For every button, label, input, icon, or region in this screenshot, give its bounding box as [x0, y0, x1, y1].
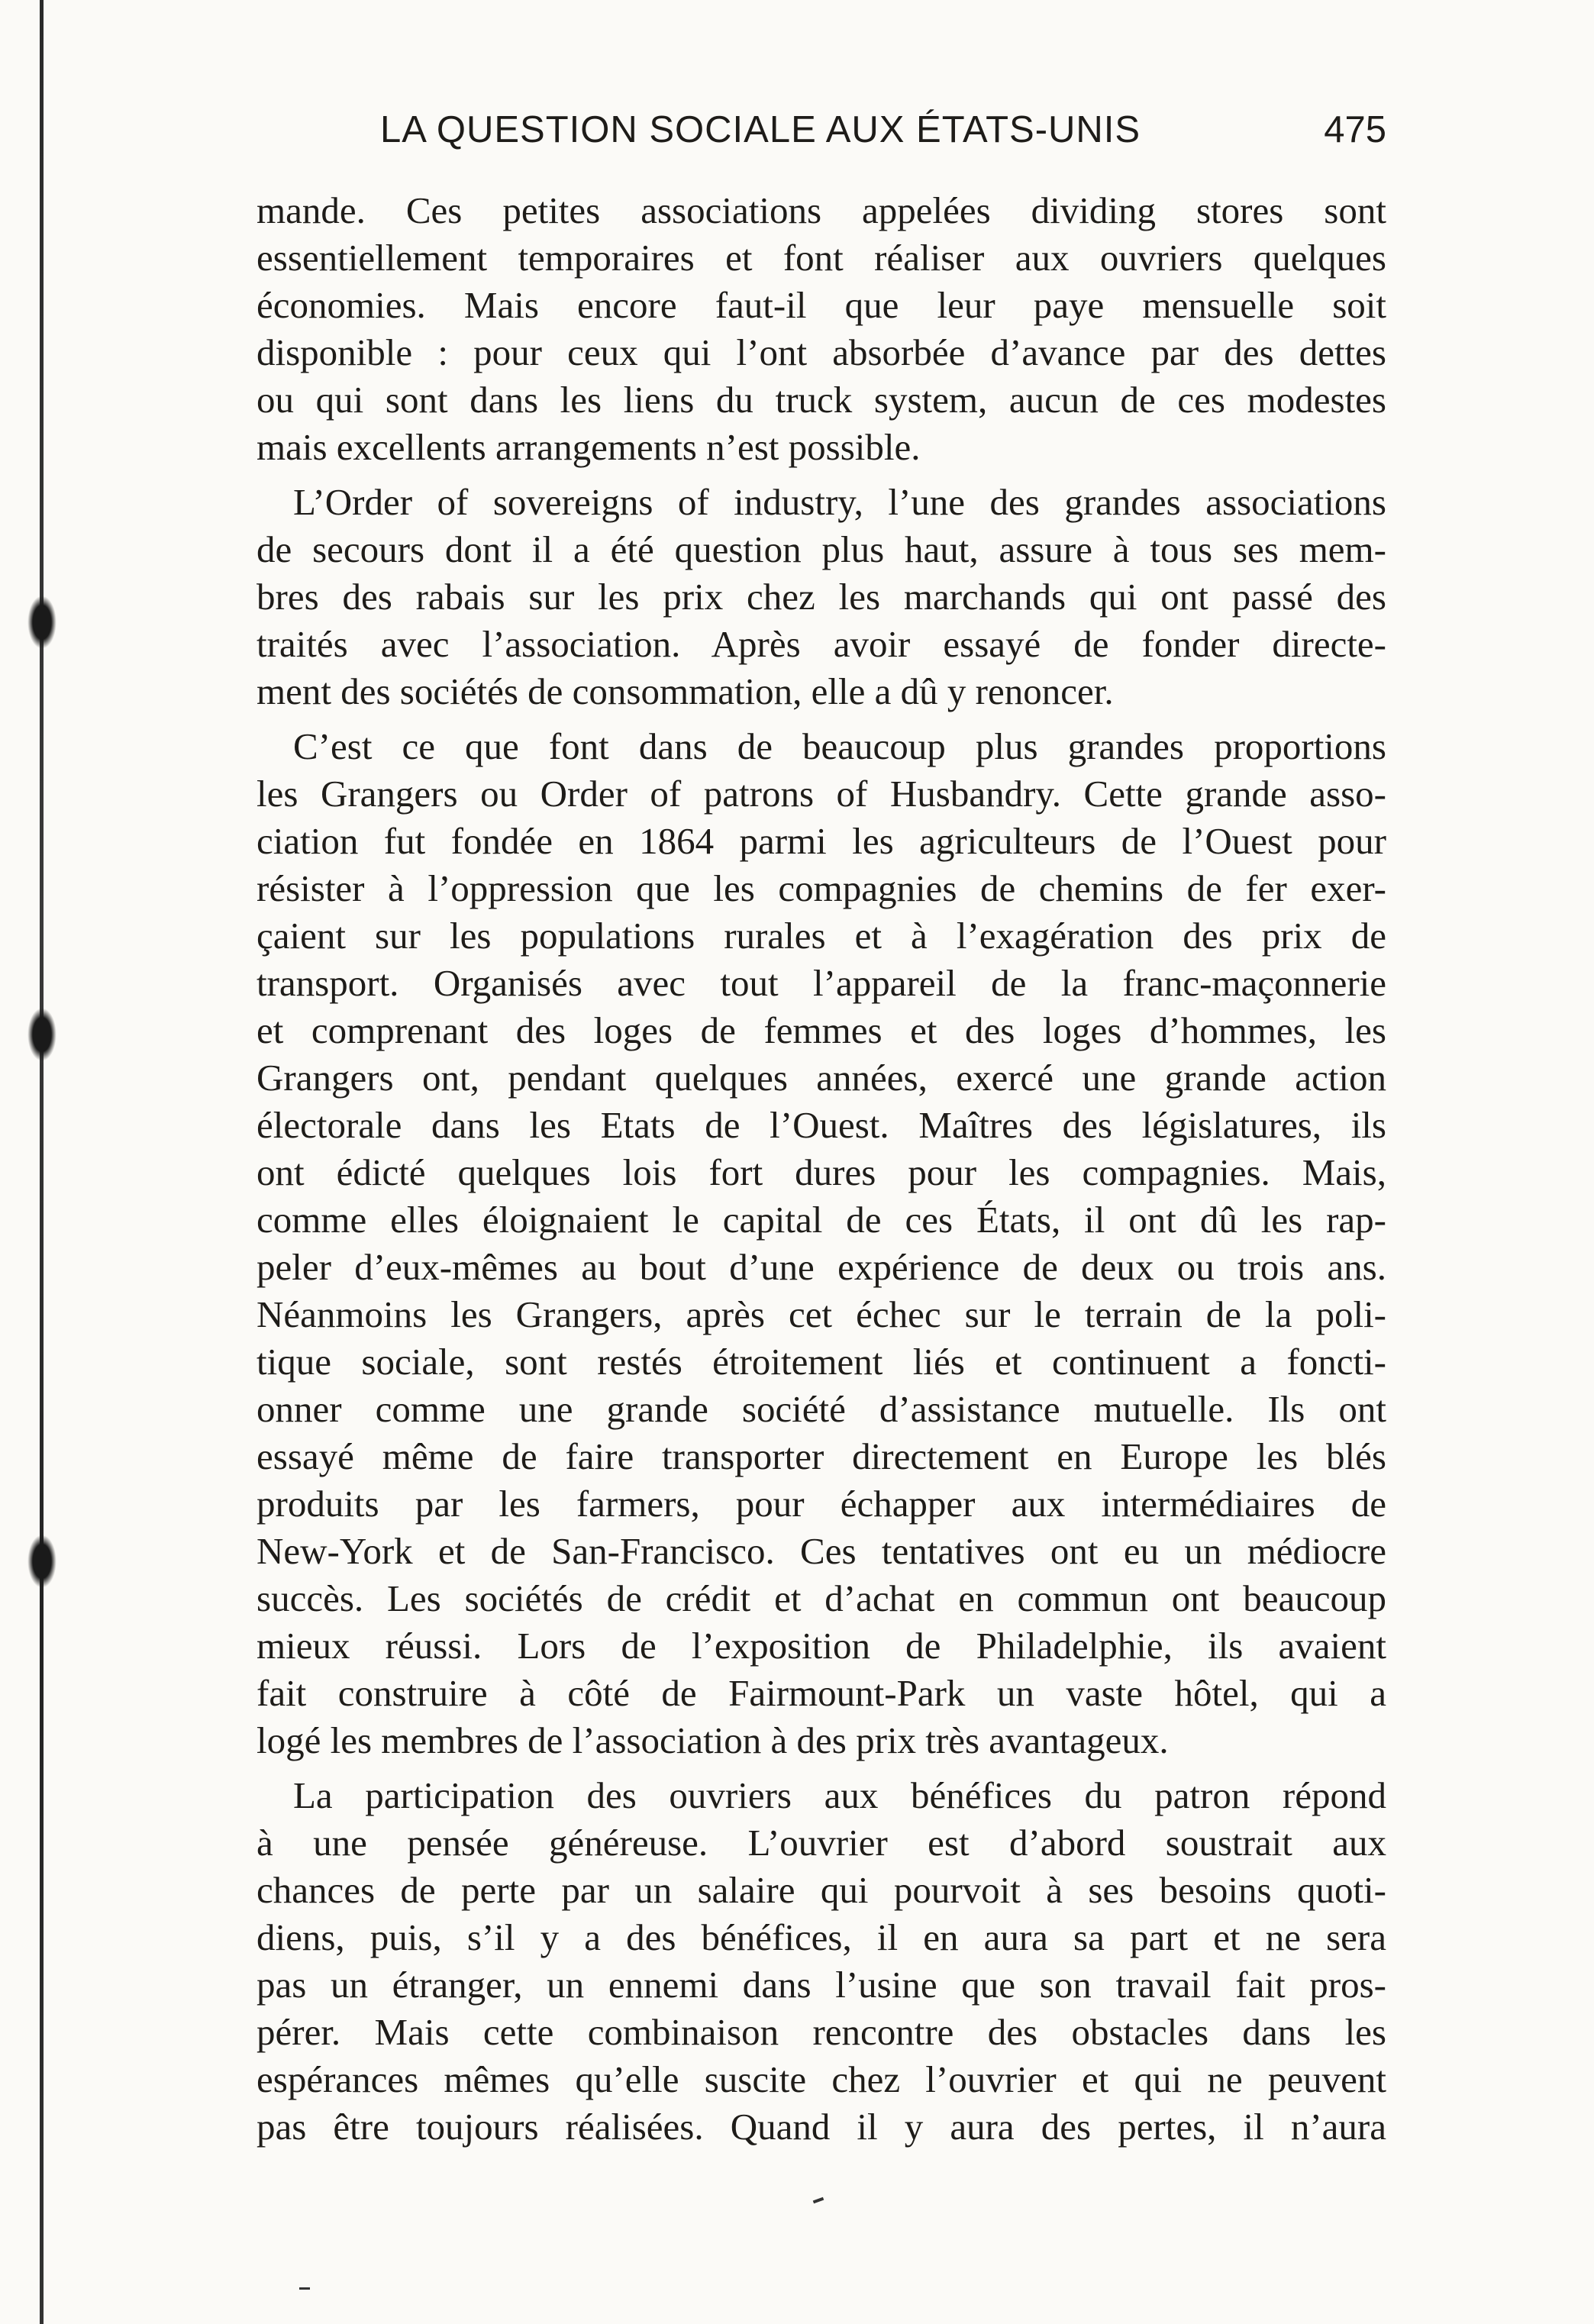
text-line: fait construire à côté de Fairmount-Park un vaste hôtel, qui a — [257, 1672, 1386, 1714]
text-line: pas être toujours réalisées. Quand il y aura des pertes, il n’aura — [257, 2106, 1386, 2148]
text-line: ont édicté quelques lois fort dures pour les compagnies. Mais, — [257, 1151, 1386, 1193]
paragraph — [257, 723, 1386, 1764]
text-line: disponible : pour ceux qui l’ont absorbée d’avance par des dettes — [257, 331, 1386, 373]
text-line: La participation des ouvriers aux bénéfices du patron répond — [293, 1774, 1386, 1816]
running-header — [257, 108, 1386, 162]
binding-mark — [27, 596, 56, 649]
text-line: diens, puis, s’il y a des bénéfices, il en aura sa part et ne sera — [257, 1916, 1386, 1958]
paragraph — [257, 1772, 1386, 2151]
text-line: pas un étranger, un ennemi dans l’usine que son travail fait pros- — [257, 1964, 1386, 2006]
text-line: logé les membres de l’association à des prix très avantageux. — [257, 1719, 1169, 1761]
text-line: résister à l’oppression que les compagnies de chemins de fer exer- — [257, 867, 1386, 909]
text-line: çaient sur les populations rurales et à l’exagération des prix de — [257, 915, 1386, 957]
text-line: et comprenant des loges de femmes et des loges d’hommes, les — [257, 1009, 1386, 1051]
text-line: transport. Organisés avec tout l’appareil de la franc-maçonnerie — [257, 962, 1386, 1004]
text-line: traités avec l’association. Après avoir essayé de fonder directe- — [257, 623, 1386, 665]
text-line: ou qui sont dans les liens du truck system, aucun de ces modestes — [257, 379, 1386, 421]
text-line: ciation fut fondée en 1864 parmi les agriculteurs de l’Ouest pour — [257, 820, 1386, 862]
binding-mark — [27, 1008, 56, 1061]
text-line: à une pensée généreuse. L’ouvrier est d’abord soustrait aux — [257, 1822, 1386, 1864]
paragraph — [257, 479, 1386, 715]
ink-speck — [299, 2287, 310, 2290]
text-line: électorale dans les Etats de l’Ouest. Maîtres des législatures, ils — [257, 1104, 1386, 1146]
text-line: mais excellents arrangements n’est possible. — [257, 426, 921, 468]
text-line: bres des rabais sur les prix chez les marchands qui ont passé des — [257, 576, 1386, 618]
text-line: comme elles éloignaient le capital de ces États, il ont dû les rap- — [257, 1199, 1386, 1241]
text-line: économies. Mais encore faut-il que leur paye mensuelle soit — [257, 284, 1386, 326]
text-line: essentiellement temporaires et font réaliser aux ouvriers quelques — [257, 237, 1386, 279]
binding-mark — [27, 1535, 56, 1588]
text-line: les Grangers ou Order of patrons of Husbandry. Cette grande asso- — [257, 773, 1386, 815]
text-line: succès. Les sociétés de crédit et d’achat en commun ont beaucoup — [257, 1577, 1386, 1619]
text-line: produits par les farmers, pour échapper aux intermédiaires de — [257, 1483, 1386, 1525]
ink-speck — [813, 2197, 824, 2204]
text-line: essayé même de faire transporter directement en Europe les blés — [257, 1435, 1386, 1477]
text-line: mande. Ces petites associations appelées dividing stores sont — [257, 189, 1386, 231]
text-line: espérances mêmes qu’elle suscite chez l’ouvrier et qui ne peuvent — [257, 2058, 1386, 2100]
text-line: New-York et de San-Francisco. Ces tentatives ont eu un médiocre — [257, 1530, 1386, 1572]
page-number: 475 — [1324, 109, 1386, 150]
text-line: peler d’eux-mêmes au bout d’une expérience de deux ou trois ans. — [257, 1246, 1386, 1288]
text-line: Grangers ont, pendant quelques années, exercé une grande action — [257, 1057, 1386, 1099]
text-line: tique sociale, sont restés étroitement liés et continuent a foncti- — [257, 1341, 1386, 1383]
text-line: chances de perte par un salaire qui pourvoit à ses besoins quoti- — [257, 1869, 1386, 1911]
text-line: mieux réussi. Lors de l’exposition de Philadelphie, ils avaient — [257, 1625, 1386, 1667]
body-text — [257, 187, 1386, 2151]
text-line: C’est ce que font dans de beaucoup plus grandes proportions — [293, 725, 1386, 767]
text-line: pérer. Mais cette combinaison rencontre des obstacles dans les — [257, 2011, 1386, 2053]
text-line: ment des sociétés de consommation, elle a dû y renoncer. — [257, 670, 1114, 712]
text-line: de secours dont il a été question plus haut, assure à tous ses mem- — [257, 528, 1386, 570]
book-spine-edge — [40, 0, 44, 2324]
paragraph — [257, 187, 1386, 471]
text-line: onner comme une grande société d’assistance mutuelle. Ils ont — [257, 1388, 1386, 1430]
text-line: L’Order of sovereigns of industry, l’une des grandes associations — [293, 481, 1386, 523]
running-title: LA QUESTION SOCIALE AUX ÉTATS-UNIS — [380, 109, 1141, 150]
text-line: Néanmoins les Grangers, après cet échec sur le terrain de la poli- — [257, 1293, 1386, 1335]
